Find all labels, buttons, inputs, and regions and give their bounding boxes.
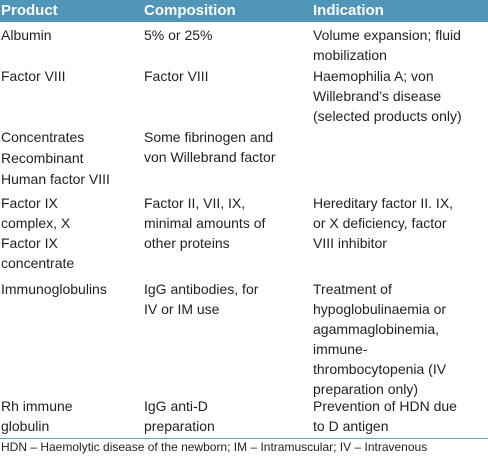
cell-composition: Some fibrinogen and von Willebrand factor xyxy=(144,129,276,165)
header-product: Product xyxy=(1,2,58,19)
cell-composition: IgG anti-D preparation xyxy=(144,398,215,434)
cell-product: Concentrates Recombinant Human factor VIII xyxy=(1,129,110,187)
cell-indication: Volume expansion; fluid mobilization xyxy=(313,27,461,63)
cell-product: Factor IX complex, X Factor IX concentrate xyxy=(1,195,75,271)
cell-composition: Factor II, VII, IX, minimal amounts of other proteins xyxy=(144,195,266,251)
table-header xyxy=(0,0,488,22)
cell-indication: Prevention of HDN due to D antigen xyxy=(313,398,457,434)
cell-composition: IgG antibodies, for IV or IM use xyxy=(144,281,259,317)
header-composition: Composition xyxy=(144,2,236,19)
cell-product: Immunoglobulins xyxy=(1,281,107,297)
table-footnote: HDN – Haemolytic disease of the newborn; IM – Intramuscular; IV – Intravenous xyxy=(1,440,428,454)
header-indication: Indication xyxy=(313,2,384,19)
cell-product: Factor VIII xyxy=(1,68,66,84)
cell-indication: Treatment of hypoglobulinaemia or agammaglobinemia, immune- thrombocytopenia (IV preparation only) xyxy=(313,281,447,397)
cell-product: Rh immune globulin xyxy=(1,398,73,434)
cell-indication: Haemophilia A; von Willebrand’s disease (selected products only) xyxy=(313,68,462,124)
cell-composition: 5% or 25% xyxy=(144,27,213,43)
cell-indication: Hereditary factor II. IX, or X deficiency, factor VIII inhibitor xyxy=(313,195,454,251)
cell-product: Albumin xyxy=(1,27,52,43)
cell-composition: Factor VIII xyxy=(144,68,209,84)
